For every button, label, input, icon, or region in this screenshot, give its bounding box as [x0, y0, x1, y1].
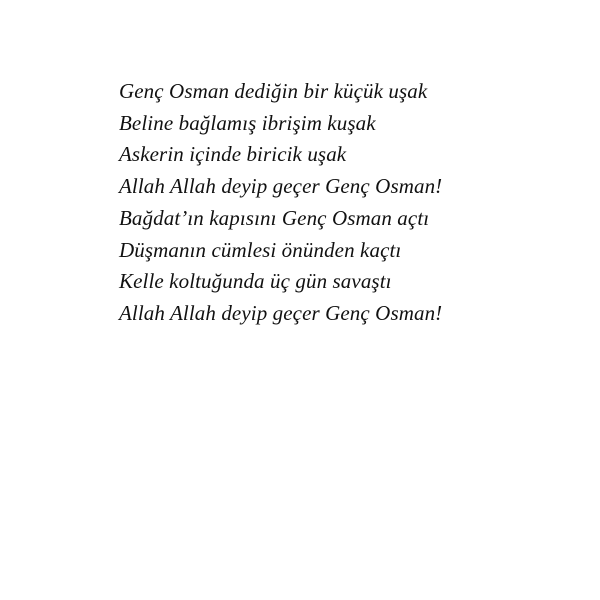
poem-line: Genç Osman dediğin bir küçük uşak [119, 79, 428, 103]
poem-line: Kelle koltuğunda üç gün savaştı [119, 269, 392, 294]
poem-line: Allah Allah deyip geçer Genç Osman! [119, 300, 443, 325]
poem-line: Bağdat’ın kapısını Genç Osman açtı [119, 205, 430, 230]
poem-line: Askerin içinde biricik uşak [119, 142, 347, 167]
poem-line: Beline bağlamış ibrişim kuşak [119, 110, 376, 135]
poem-line: Düşmanın cümlesi önünden kaçtı [119, 237, 402, 262]
poem-block [119, 76, 589, 330]
poem-line: Allah Allah deyip geçer Genç Osman! [119, 174, 443, 199]
